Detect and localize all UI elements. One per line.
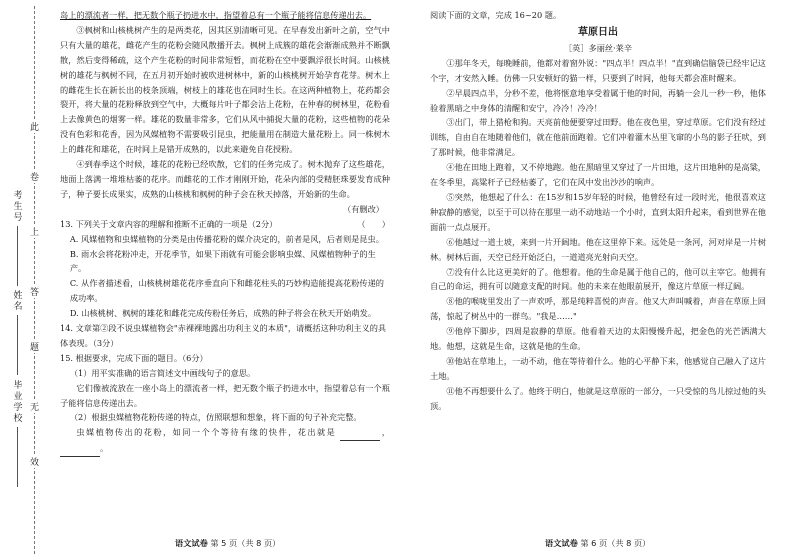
cut-char: 卷 [30,170,39,183]
article-paragraph: ⑧他的喉咙里发出了一声欢呼，那是纯粹喜悦的声音。他又大声叫喊着，声音在草原上回荡，惊起了树丛中的一群鸟。"我是……" [430,296,766,322]
field-label: 毕业学校 [11,380,22,424]
article-title: 草原日出 [578,26,618,38]
answer-blank[interactable] [60,441,100,457]
left-content [60,8,390,457]
cut-char: 无 [30,400,39,413]
article-author: ［英］多丽丝·莱辛 [563,42,633,53]
passage-paragraph: ④到春季这个时候，雄花的花粉已经吹散，它们的任务完成了。树木抛弃了这些雄花，地面上落满一堆堆枯萎的花序。而雌花的工作才刚刚开始，花朵内部的受精胚珠要发育成种子，种子要长成果实，成熟的山核桃和枫树的种子会在秋天掉落，开始新的生命。 [60,159,390,199]
footer-subject: 语文试卷 [175,538,208,548]
binding-margin [0,0,48,560]
question-13: 13. 下列关于文章内容的理解和推断不正确的一项是（2分） （ ） [60,217,390,232]
right-content [430,8,766,414]
cut-char: 题 [30,340,39,353]
cut-char: 效 [30,455,39,468]
field-label: 姓名 [11,290,22,312]
cut-char: 答 [30,285,39,298]
article-paragraph: ⑪他不再想要什么了。他终于明白，他就是这草原的一部分，一只受惊的鸟儿掠过他的头顶。 [430,385,766,411]
article-paragraph: ④他在田地上跑着，又不停地跑。他在黑暗里又穿过了一片田地，这片田地种的是高粱，在冬季里，高粱秆子已经枯萎了，它们在风中发出沙沙的响声。 [430,162,766,188]
answer-paren[interactable]: （ ） [357,218,390,229]
field-label: 考生号 [11,190,22,223]
article-paragraph: ②早晨四点半，分秒不差，他将惬意地享受着属于他的时间，再躺一会儿一秒一秒，他体验着黑暗之中身体的清醒和安宁，冷冷！冷冷！ [430,87,766,113]
article-paragraph: ⑥他越过一道土坡，来到一片开阔地。他在这里停下来。远处是一条河，河对岸是一片树林。树林后面，天空已经开始泛白，一道道亮光射向天空。 [430,236,766,262]
question-15-1-quote: 它们像被流放在一座小岛上的漂流者一样，把无数个瓶子扔进水中，指望着总有一个瓶子能将信息传递出去。 [60,382,390,408]
article-paragraph: ①那年冬天，每晚睡前，他都对着窗外说："四点半！四点半！"直到确信脑袋已经牢记这个字，才安然入睡。仿佛一只安顿好的猫一样，只要到了时间，他每天都会准时醒来。 [430,57,766,83]
reading-instruction: 阅读下面的文章，完成 16~20 题。 [430,10,562,20]
question-15: 15. 根据要求，完成下面的题目。（6分） [60,352,208,363]
question-15-1: （1）用平实准确的语言简述文中画线句子的意思。 [69,367,256,378]
footer-subject: 语文试卷 [545,538,578,548]
school-field[interactable] [6,380,28,487]
option-b: B. 雨水会将花粉冲走，开花季节，如果下雨就有可能会影响虫媒、风媒植物种子的生产。 [69,248,376,274]
dashed-cut-line [34,6,35,554]
question-14: 14. 文章第②段不说虫媒植物会"赤裸裸地露出功利主义的本质"，请概括这种功利主义的具体表现。（3分） [60,323,387,348]
candidate-number-field[interactable] [6,190,28,286]
cut-char: 上 [30,225,39,238]
option-c: C. 从作者描述看，山核桃树雄花花序垂直向下和雌花柱头的巧妙构造能提高花粉传递的成功率。 [69,278,384,304]
footer-page: 第 5 页（共 8 页） [210,538,281,548]
cut-char: 此 [30,120,39,133]
page-footer [545,538,650,549]
source-note: （有删改） [343,203,384,214]
option-d: D. 山核桃树、枫树的雄花和雌花完成传粉任务后，成熟的种子将会在秋天开始萌发。 [69,308,377,319]
answer-blank[interactable] [340,425,380,441]
article-paragraph: ⑦没有什么比这更美好的了。他想着。他的生命是属于他自己的，他可以主宰它。他拥有自己的命运，拥有可以随意支配的时间。他的未来在他眼前展开，像这片草原一样辽阔。 [430,266,766,292]
passage-paragraph: 岛上的漂流者一样，把无数个瓶子扔进水中，指望着总有一个瓶子能将信息传递出去。 [60,10,372,20]
article-paragraph: ⑤突然，他想起了什么：在15岁和15岁年轻的时候，他曾经有过一段时光，他很喜欢这种寂静的感觉，以至于可以待在那里一动不动地站一个小时，直到太阳升起来，看到世界在他面前一点点展开。 [430,191,766,232]
page-footer [175,538,280,549]
article-paragraph: ⑨他停下脚步，四周是寂静的草原。他看着天边的太阳慢慢升起，把金色的光芒洒满大地。他想，这就是生命，这就是他的生命。 [430,326,766,352]
question-15-2: （2）根据虫媒植物花粉传递的特点，仿照联想和想象，将下面的句子补充完整。 [69,412,362,423]
option-a: A. 风媒植物和虫媒植物的分类是由传播花粉的媒介决定的，前者是风，后者则是昆虫。 [69,233,384,244]
article-paragraph: ③出门，带上猎枪和狗。天亮前他便要穿过田野。他在夜色里，穿过草原。它们没有经过训练，自由自在地随着他们，就在他前面跑着。它们冲着灌木丛里飞窜的小鸟的影子狂吠，到了那时候，他非常满足。 [430,117,766,158]
footer-page: 第 6 页（共 8 页） [580,538,651,548]
article-paragraph: ⑩他站在草地上，一动不动，他在等待着什么。他的心平静下来，他感觉自己融入了这片土地。 [430,355,766,381]
question-15-2-fill: 虫媒植物传出的花粉，如同一个个等待有缘的快件，花出就是 ， 。 [60,425,390,457]
passage-paragraph: ③枫树和山核桃树产生的是两类花，因其区别清晰可见。在早春发出新叶之前，空气中只有大量的雄花，雌花产生的花粉会随风散播开去。枫树上成簇的雄花会渐渐成熟并不断飘散，然后变得稀疏，这个产生花粉的时间非常短暂，而花粉在空中要飘浮很长时间。山核桃树的雄花与枫树不同，在五月初开始时被吹进树林中，新的山核桃树开始孕育花芽。树木上的雌花生长在新长出的枝条顶端，树枝上的雄花也在同时生长。在这两种植物上，花药都会裂开，将大量的花粉释放到空气中，大概每片叶子都会沾上花粉，在仲春的树林里，花粉看上去像黄色的烟雾一样。雄花的数量非常多，它们从风中捕捉大量的花粉，这些植物的花朵没有色彩和花香，因为风媒植物不需要吸引昆虫，把能量用在制造大量花粉上。同一株树木上的雌花和雄花，在时间上是错开成熟的，以此来避免自花授粉。 [60,24,390,155]
name-field[interactable] [6,290,28,375]
